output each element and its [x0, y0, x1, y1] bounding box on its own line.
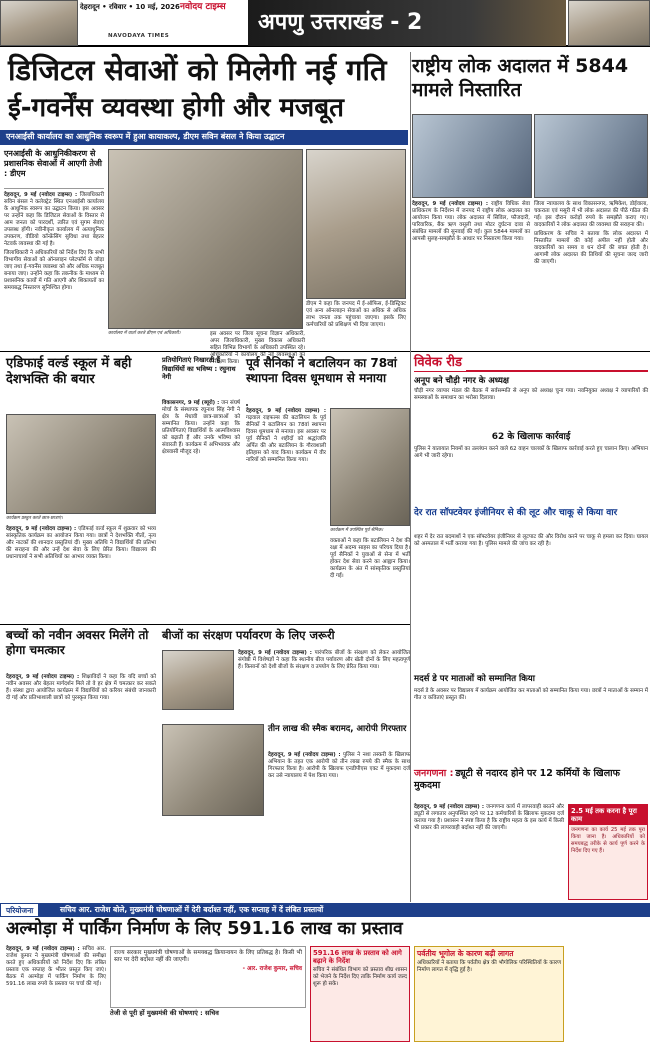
logo-sub-text: NAVODAYA TIMES — [108, 33, 170, 39]
pariyojana-box1-title: 591.16 लाख के प्रस्ताव को आगे बढ़ाने के निर्देश — [313, 949, 402, 965]
beej-headline: बीजों का संरक्षण पर्यावरण के लिए जरूरी — [162, 628, 335, 642]
lead-body-col3: डीएम ने कहा कि जनपद में ई-ऑफिस, ई-डिस्ट्रिक्ट एवं अन्य ऑनलाइन सेवाओं का अधिक से अधिक लाभ जनता तक पहुंचाया जाएगा। इसके लिए कर्मचारियों को प्रशिक्षण भी दिया जाएगा। — [306, 301, 406, 328]
masthead-dateline: देहरादून • रविवार • 10 मई, 2026 — [80, 3, 180, 11]
lead-body-col1: देहरादून, 9 मई (नवोदय टाइम्स) : जिलाधिकारी सविन बंसल ने कलेक्ट्रेट स्थित एनआईसी कार्यालय के आधुनिक स्वरूप का उद्घाटन किया। इस अवसर पर उन्होंने कहा कि डिजिटल सेवाओं के विस्तार से आम जनता को पारदर्शी, त्वरित एवं सुगम सेवाएं उपलब्ध होंगी। नवीनीकृत कार्यालय में अत्याधुनिक उपकरण, वीडियो कॉन्फ्रेंसिंग सुविधा तथा बेहतर नेटवर्क व्यवस्था की गई है। जिलाधिकारी ने अधिकारियों को निर्देश दिए कि सभी विभागीय सेवाओं को ऑनलाइन प्लेटफॉर्म से जोड़ा जाए तथा ई-गवर्नेंस व्यवस्था को और अधिक मजबूत बनाया जाए। उन्होंने कहा कि तकनीक के माध्यम से प्रशासनिक कार्यों में गति आएगी और शिकायतों का समयबद्ध निस्तारण सुनिश्चित होगा। — [4, 192, 104, 291]
janganana-headline: जनगणना : ड्यूटी से नदारद होने पर 12 कर्मियों के खिलाफ मुकदमा — [414, 768, 620, 791]
lead-strap: एनआईसी कार्यालय का आधुनिक स्वरूप में हुआ कायाकल्प, डीएम सविन बंसल ने किया उद्घाटन — [0, 130, 408, 145]
sainik-headline: पूर्व सैनिकों ने बटालियन का 78वां स्थापना दिवस धूमधाम से मनाया — [246, 356, 397, 385]
vivekreed-h2: 62 के खिलाफ कार्रवाई — [491, 432, 571, 442]
lokadalat-photo-1 — [412, 114, 532, 198]
section-banner — [248, 0, 566, 46]
vivekreed-h1: अनूप बने चौड़ी नगर के अध्यक्ष — [414, 376, 509, 386]
pariyojana-quote-text: राज्य सरकार मुख्यमंत्री घोषणाओं के समयबद्ध क्रियान्वयन के लिए प्रतिबद्ध है। किसी भी स्तर पर देरी बर्दाश्त नहीं की जाएगी। — [114, 950, 302, 963]
bachche-body: देहरादून, 9 मई (नवोदय टाइम्स) : शिक्षाविदों ने कहा कि यदि बच्चों को नवीन अवसर और बेहतर मार्गदर्शन मिले तो वे हर क्षेत्र में चमत्कार कर सकते हैं। संस्था द्वारा आयोजित कार्यक्रम में विद्यार्थियों को करियर संबंधी जानकारी दी गई और प्रतिभाशाली छात्रों को पुरस्कृत किया गया। — [6, 674, 156, 701]
giraftar-body: देहरादून, 9 मई (नवोदय टाइम्स) : पुलिस ने नशा तस्करी के खिलाफ अभियान के तहत एक आरोपी को तीन लाख रुपये की स्मैक के साथ गिरफ्तार किया है। आरोपी के खिलाफ एनडीपीएस एक्ट में मुकदमा दर्ज कर उसे न्यायालय में पेश किया गया। — [268, 752, 411, 779]
lead-photo-main — [108, 149, 303, 329]
edify-body: देहरादून, 9 मई (नवोदय टाइम्स) : एडिफाई वर्ल्ड स्कूल में शुक्रवार को भव्य सांस्कृतिक कार्यक्रम का आयोजन किया गया। छात्रों ने देशभक्ति गीतों, नृत्य और नाटकों की शानदार प्रस्तुतियां दीं। मुख्य अतिथि ने विद्यार्थियों की प्रतिभा की सराहना की और उन्हें देश सेवा के लिए प्रेरित किया। विद्यालय की प्रधानाचार्या ने सभी अतिथियों का आभार व्यक्त किया। — [6, 526, 156, 560]
vivekreed-h3: देर रात सॉफ्टवेयर इंजीनियर से की लूट और चाकू से किया वार — [414, 508, 618, 518]
pariyojana-box1 — [310, 946, 410, 1042]
beej-photo — [162, 650, 234, 710]
lead-pullquote: एनआईसी के आधुनिकीकरण से प्रशासनिक सेवाओं में आएगी तेजी : डीएम — [4, 149, 104, 189]
logo-text: नवोदय टाइम्स — [180, 2, 226, 12]
pariyojana-body2: तेजी से पूरी हों मुख्यमंत्री की घोषणाएं : सचिव — [110, 1009, 219, 1017]
lead-headline-2: ई-गवर्नेंस व्यवस्था होगी और मजबूत — [8, 93, 344, 123]
giraftar-headline: तीन लाख की स्मैक बरामद, आरोपी गिरफ्तार — [268, 724, 407, 734]
lokadalat-body-col1: देहरादून, 9 मई (नवोदय टाइम्स) : राष्ट्रीय विधिक सेवा प्राधिकरण के निर्देशन में जनपद में राष्ट्रीय लोक अदालत का आयोजन किया गया। लोक अदालत में सिविल, फौजदारी, पारिवारिक, बैंक ऋण वसूली तथा मोटर दुर्घटना दावा से संबंधित मामलों की सुनवाई की गई। कुल 5844 मामलों का आपसी सुलह-समझौते के आधार पर निस्तारण किया गया। — [412, 201, 530, 242]
vivekreed-b3: शहर में देर रात बदमाशों ने एक सॉफ्टवेयर इंजीनियर से लूटपाट की और विरोध करने पर चाकू से हमला कर दिया। घायल को अस्पताल में भर्ती कराया गया है। पुलिस मामले की जांच कर रही है। — [414, 534, 648, 547]
edify-headline: एडिफाई वर्ल्ड स्कूल में बही देशभक्ति की बयार — [6, 356, 132, 387]
divider-h1 — [0, 351, 650, 352]
masthead — [0, 0, 650, 47]
vivekreed-column — [414, 354, 648, 764]
temple-photo-left — [0, 0, 78, 46]
lead-headline-1: डिजिटल सेवाओं को मिलेगी नई गति — [8, 53, 387, 87]
sainik-photo-1 — [246, 404, 248, 406]
janganana-box-body: जनगणना का कार्य 25 मई तक पूरा किया जाना है। अधिकारियों को समयबद्ध तरीके से कार्य पूर्ण करने के निर्देश दिए गए हैं। — [571, 827, 645, 854]
lead-caption: कार्यालय में वार्ता करते डीएम एवं अधिकारी। — [108, 331, 181, 336]
vivekreed-b4: मदर्स डे के अवसर पर विद्यालय में कार्यक्रम आयोजित कर माताओं को सम्मानित किया गया। छात्रों ने माताओं के सम्मान में गीत व कविताएं प्रस्तुत कीं। — [414, 688, 648, 701]
lokadalat-headline: राष्ट्रीय लोक अदालत में 5844 मामले निस्तारित — [412, 55, 629, 101]
sainik-body-col2: वक्ताओं ने कहा कि बटालियन ने देश की रक्षा में अदम्य साहस का परिचय दिया है। पूर्व सैनिकों ने युवाओं से सेना में भर्ती होकर देश सेवा करने का आह्वान किया। कार्यक्रम के अंत में सांस्कृतिक प्रस्तुतियां दी गईं। — [330, 538, 410, 579]
vivekreed-b1: चौड़ी नगर व्यापार मंडल की बैठक में सर्वसम्मति से अनूप को अध्यक्ष चुना गया। नवनियुक्त अध्यक्ष ने व्यापारियों की समस्याओं के समाधान का भरोसा दिलाया। — [414, 388, 648, 401]
logo — [180, 2, 250, 15]
pariyojana-body: देहरादून, 9 मई (नवोदय टाइम्स) : सचिव आर. राजेश कुमार ने मुख्यमंत्री घोषणाओं की समीक्षा करते हुए अधिकारियों को निर्देश दिए कि लंबित प्रस्ताव एक सप्ताह के भीतर प्रस्तुत किए जाएं। बैठक में अल्मोड़ा में पार्किंग निर्माण के लिए 591.16 लाख रुपये के प्रस्ताव पर चर्चा की गई। — [6, 946, 106, 987]
lead-photo-side — [306, 149, 406, 299]
pratiyogita-body: विकासनगर, 9 मई (ब्यूरो) : जन संघर्ष मोर्चा के संस्थापक रघुनाथ सिंह नेगी ने क्षेत्र के मेधावी छात्र-छात्राओं को सम्मानित किया। उन्होंने कहा कि प्रतियोगिताएं विद्यार्थियों के आत्मविश्वास को बढ़ाती हैं और उनके भविष्य को संवारती हैं। कार्यक्रम में अभिभावक और क्षेत्रवासी मौजूद रहे। — [162, 400, 240, 455]
pariyojana-strap-bar — [0, 903, 650, 917]
pariyojana-box2 — [414, 946, 564, 1042]
sainik-body-col1: देहरादून, 9 मई (नवोदय टाइम्स) : गढ़वाल राइफल्स की बटालियन के पूर्व सैनिकों ने बटालियन का 78वां स्थापना दिवस धूमधाम से मनाया। इस अवसर पर पूर्व सैनिकों ने शहीदों को श्रद्धांजलि अर्पित की और बटालियन के गौरवशाली इतिहास को याद किया। कार्यक्रम में वीर नारियों को सम्मानित किया गया। — [246, 408, 326, 463]
janganana-body: देहरादून, 9 मई (नवोदय टाइम्स) : जनगणना कार्य में लापरवाही बरतने और ड्यूटी से लगातार अनुपस्थित रहने पर 12 कर्मचारियों के खिलाफ मुकदमा दर्ज कराया गया है। प्रशासन ने स्पष्ट किया है कि राष्ट्रीय महत्व के इस कार्य में किसी भी प्रकार की लापरवाही बर्दाश्त नहीं की जाएगी। — [414, 804, 564, 831]
edify-photo — [6, 414, 156, 514]
vivekreed-b2: पुलिस ने यातायात नियमों का उल्लंघन करने वाले 62 वाहन चालकों के खिलाफ कार्रवाई करते हुए चालान किए। अभियान आगे भी जारी रहेगा। — [414, 446, 648, 459]
logo-sub — [108, 32, 188, 42]
giraftar-photo — [162, 724, 264, 816]
beej-body: देहरादून, 9 मई (नवोदय टाइम्स) : पारंपरिक बीजों के संरक्षण को लेकर आयोजित संगोष्ठी में विशेषज्ञों ने कहा कि स्थानीय बीज पर्यावरण और खेती दोनों के लिए महत्वपूर्ण हैं। किसानों को देशी बीजों के संरक्षण व उपयोग के लिए प्रेरित किया गया। — [238, 650, 410, 670]
temple-photo-right — [568, 0, 650, 46]
pariyojana-tag: परियोजना — [0, 903, 39, 917]
sainik-photo — [330, 408, 410, 526]
vivekreed-h4: मदर्स डे पर माताओं को सम्मानित किया — [414, 674, 535, 684]
lokadalat-photo-2 — [534, 114, 648, 198]
pariyojana-quote-by: - आर. राजेश कुमार, सचिव — [242, 966, 302, 972]
janganana-box-title: 2.5 मई तक करना है पूरा काम — [569, 805, 647, 825]
section-title: अपणु उत्तराखंड - 2 — [258, 10, 423, 35]
pariyojana-headline: अल्मोड़ा में पार्किंग निर्माण के लिए 591.16 लाख का प्रस्ताव — [6, 919, 403, 939]
col-rule-1 — [410, 52, 411, 902]
pratiyogita-headline: प्रतियोगिताएं निखारती हैं विद्यार्थियों का भविष्य : रघुनाथ नेगी — [162, 356, 236, 381]
janganana-box — [568, 804, 648, 900]
lead-body-col2: इस अवसर पर जिला सूचना विज्ञान अधिकारी, अपर जिलाधिकारी, मुख्य विकास अधिकारी सहित विभिन्न विभागों के अधिकारी उपस्थित रहे। अधिकारियों ने कार्यालय की नई व्यवस्थाओं का निरीक्षण किया। — [210, 331, 305, 365]
pariyojana-box1-body: सचिव ने संबंधित विभाग को प्रस्ताव शीघ्र शासन को भेजने के निर्देश दिए ताकि निर्माण कार्य जल्द शुरू हो सके। — [313, 967, 407, 987]
bachche-headline: बच्चों को नवीन अवसर मिलेंगे तो होगा चमत्कार — [6, 628, 149, 657]
vivekreed-label: विवेक रीड — [414, 354, 648, 372]
pariyojana-box2-body: अधिकारियों ने बताया कि पर्वतीय क्षेत्र की भौगोलिक परिस्थितियों के कारण निर्माण लागत में वृद्धि हुई है। — [417, 960, 561, 973]
pariyojana-quote — [110, 946, 306, 1008]
sainik-caption: कार्यक्रम में उपस्थित पूर्व सैनिक। — [330, 528, 384, 533]
pariyojana-box2-title: पर्वतीय भूगोल के कारण बढ़ी लागत — [417, 949, 514, 958]
lokadalat-body-col2: जिला न्यायालय के साथ विकासनगर, ऋषिकेश, डोईवाला, चकराता एवं मसूरी में भी लोक अदालत की पीठें गठित की गईं। इस दौरान करोड़ों रुपये के समझौते कराए गए। वादकारियों ने लोक अदालत की व्यवस्था की सराहना की। प्राधिकरण के सचिव ने बताया कि लोक अदालत में निस्तारित मामलों की कोई अपील नहीं होती और वादकारियों का समय व धन दोनों की बचत होती है। आगामी लोक अदालत की तिथियों की सूचना जल्द जारी की जाएगी। — [534, 201, 648, 265]
edify-caption: कार्यक्रम प्रस्तुत करते छात्र-छात्राएं। — [6, 516, 63, 521]
pariyojana-strap: सचिव आर. राजेश बोले, मुख्यमंत्री घोषणाओं में देरी बर्दाश्त नहीं, एक सप्ताह में दें लंबित प्रस्तावों — [60, 905, 324, 914]
divider-h2 — [0, 624, 410, 625]
